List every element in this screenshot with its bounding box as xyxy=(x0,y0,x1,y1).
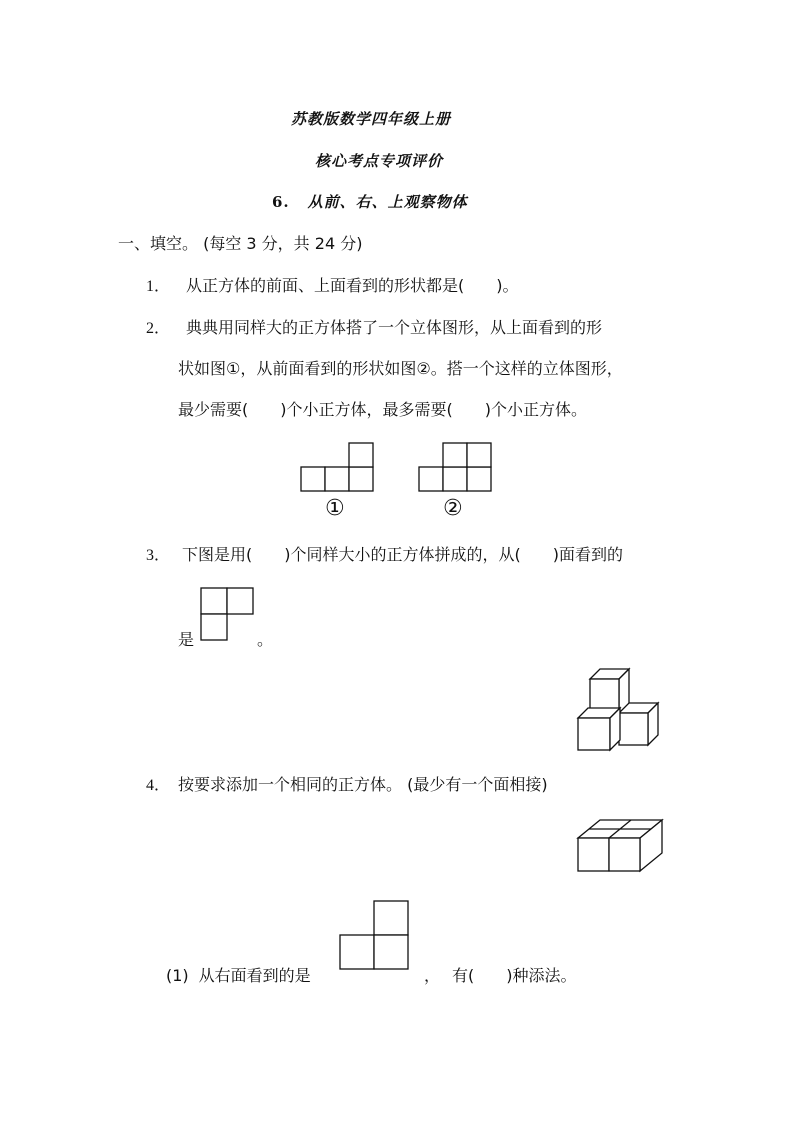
question-text-line1: 典典用同样大的正方体搭了一个立体图形，从上面看到的形 xyxy=(186,318,603,337)
figure-front-view xyxy=(416,440,496,494)
doc-subtitle: 核心考点专项评价 xyxy=(315,152,444,170)
question-number: 3． xyxy=(146,547,171,564)
sub-question-answer: 有( )种添法。 xyxy=(452,966,577,985)
question-text: 下图是用( )个同样大小的正方体拼成的，从( )面看到的 xyxy=(182,545,623,564)
section-title xyxy=(272,191,468,212)
question-2 xyxy=(146,318,602,339)
question-text: 按要求添加一个相同的正方体。 (最少有一个面相接) xyxy=(178,775,548,794)
question-2-line3: 最少需要( )个小正方体，最多需要( )个小正方体。 xyxy=(178,400,587,419)
right-view-figure xyxy=(337,898,413,972)
sub-question-comma: ， xyxy=(424,966,441,985)
question-3-line2-suffix: 。 xyxy=(257,630,274,649)
question-3 xyxy=(146,545,623,566)
doc-title: 苏教版数学四年级上册 xyxy=(291,110,452,128)
figure-1-label: ① xyxy=(325,496,345,521)
question-number: 1． xyxy=(146,278,171,295)
question-2-line2: 状如图①，从前面看到的形状如图②。搭一个这样的立体图形， xyxy=(178,359,623,378)
question-4 xyxy=(146,775,548,796)
question-number: 2． xyxy=(146,320,171,337)
question-4-sub1 xyxy=(166,966,311,986)
sub-question-text: 从右面看到的是 xyxy=(198,966,311,985)
figure-2-label: ② xyxy=(443,496,463,521)
part-heading: 一、填空。 (每空 3 分，共 24 分) xyxy=(118,234,363,253)
section-number: 6. xyxy=(272,193,290,211)
question-text: 从正方体的前面、上面看到的形状都是( )。 xyxy=(186,276,519,295)
sub-question-number: (1) xyxy=(166,966,189,985)
figure-top-view xyxy=(298,440,378,494)
answer-view-figure xyxy=(198,585,258,641)
two-cube-figure xyxy=(574,816,668,874)
question-1 xyxy=(146,276,519,297)
section-title-text: 从前、右、上观察物体 xyxy=(307,193,468,211)
question-3-line2-prefix: 是 xyxy=(178,630,195,649)
question-number: 4． xyxy=(146,777,171,794)
cube-stack-figure xyxy=(574,666,666,752)
